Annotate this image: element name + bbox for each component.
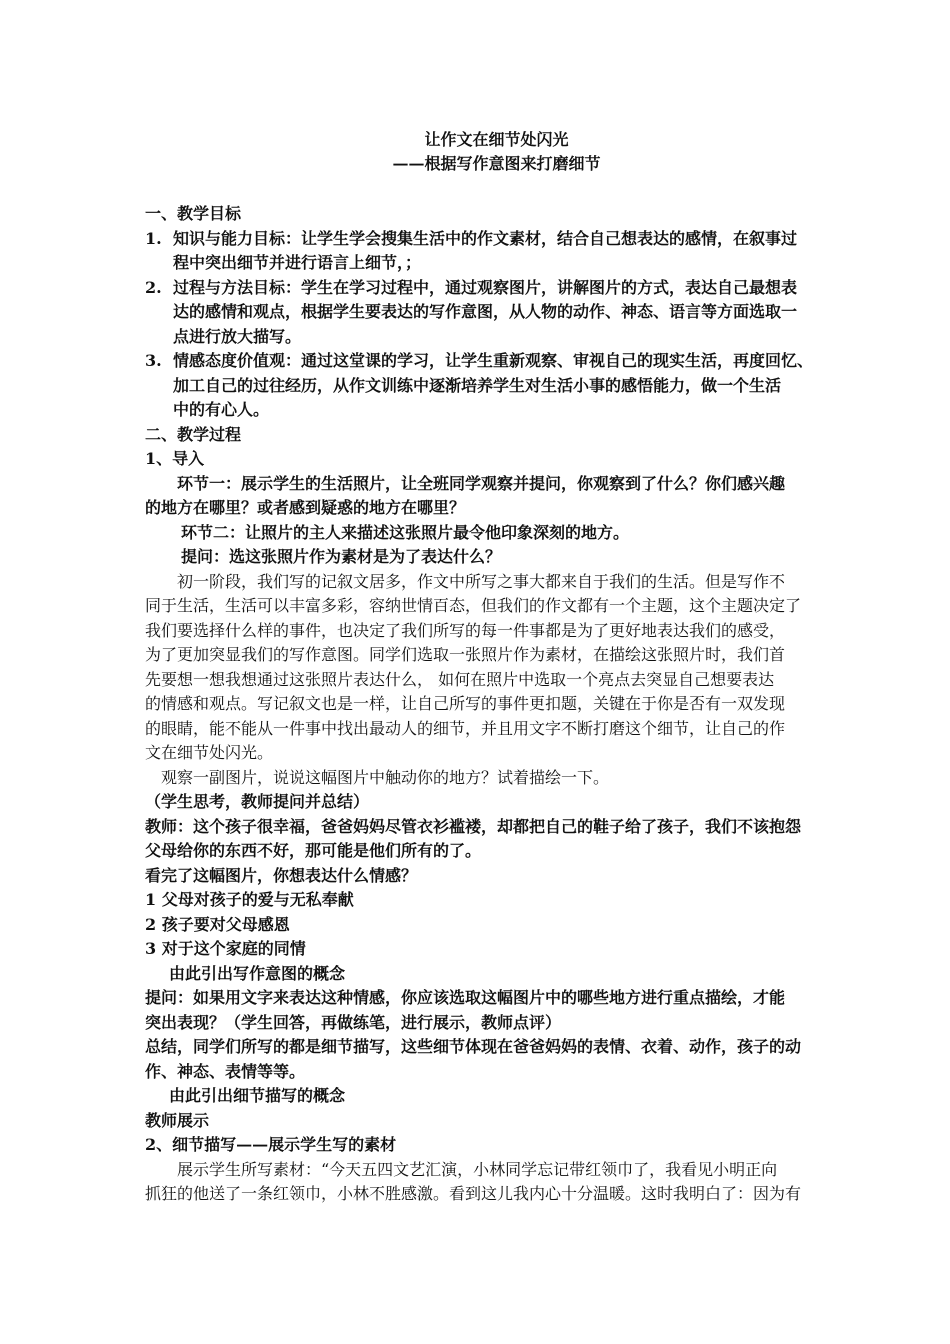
concept-line: 由此引出写作意图的概念 (169, 963, 346, 983)
paragraph-line: 抓狂的他送了一条红领巾，小林不胜感激。看到这儿我内心十分温暖。这时我明白了：因为有 (145, 1184, 802, 1203)
goal-text-line: 达的感情和观点，根据学生要表达的写作意图，从人物的动作、神态、语言等方面选取一 (173, 302, 798, 321)
goal-text-line: 程中突出细节并进行语言上细节，； (173, 253, 422, 272)
question-line: 突出表现？（学生回答，再做练笔，进行展示，教师点评） (145, 1012, 562, 1032)
answer-item: 3 对于这个家庭的同情 (145, 939, 306, 958)
paragraph-line: 我们要选择什么样的事件，也决定了我们所写的每一件事都是为了更好地表达我们的感受， (145, 620, 786, 640)
student-think-line: （学生思考，教师提问并总结） (145, 792, 370, 811)
goal-text-line: 过程与方法目标：学生在学习过程中，通过观察图片，讲解图片的方式，表达自己最想表 (173, 277, 798, 297)
link1-line: 的地方在哪里？或者感到疑惑的地方在哪里？ (145, 498, 466, 517)
paragraph-line: 文在细节处闪光。 (145, 743, 274, 762)
summary-line: 总结，同学们所写的都是细节描写，这些细节体现在爸爸妈妈的表情、衣着、动作，孩子的动 (145, 1037, 802, 1056)
link1-line: 环节一：展示学生的生活照片，让全班同学观察并提问，你观察到了什么？你们感兴趣 (177, 473, 786, 493)
observe-line: 观察一副图片，说说这幅图片中触动你的地方？试着描绘一下。 (161, 767, 610, 787)
paragraph-line: 为了更加突显我们的写作意图。同学们选取一张照片作为素材，在描绘这张照片时，我们首 (145, 645, 786, 664)
goal-number: 2. (145, 277, 162, 297)
goal-number: 3. (145, 351, 162, 370)
teacher-line: 教师：这个孩子很幸福，爸爸妈妈尽管衣衫褴褛，却都把自己的鞋子给了孩子，我们不该抱怨 (145, 816, 802, 836)
goal-item-2 (145, 276, 810, 350)
question-line: 提问：如果用文字来表达这种情感，你应该选取这幅图片中的哪些地方进行重点描绘，才能 (145, 988, 786, 1007)
goal-item-3 (145, 349, 814, 423)
paragraph-line: 的眼睛，能不能从一件事中找出最动人的细节，并且用文字不断打磨这个细节，让自己的作 (145, 718, 786, 738)
answer-item: 1 父母对孩子的爱与无私奉献 (145, 890, 354, 909)
subsection-detail: 2、细节描写——展示学生写的素材 (145, 1135, 397, 1154)
question-line: 提问：选这张照片作为素材是为了表达什么？ (181, 547, 502, 566)
paragraph-line: 初一阶段，我们写的记叙文居多，作文中所写之事大都来自于我们的生活。但是写作不 (177, 571, 786, 591)
material-paragraph (145, 1158, 810, 1207)
paragraph-line: 先要想一想我想通过这张照片表达什么， 如何在照片中选取一个亮点去突显自己想要表达 (145, 669, 775, 689)
teacher-line: 父母给你的东西不好，那可能是他们所有的了。 (145, 841, 482, 860)
summary-line: 作、神态、表情等等。 (145, 1061, 306, 1081)
body-paragraph (145, 570, 810, 766)
goal-text-line: 情感态度价值观：通过这堂课的学习，让学生重新观察、审视自己的现实生活，再度回忆、 (173, 351, 814, 370)
goal-text-line: 知识与能力目标：让学生学会搜集生活中的作文素材，结合自己想表达的感情，在叙事过 (173, 228, 798, 248)
paragraph-line: 展示学生所写素材：“今天五四文艺汇演，小林同学忘记带红领巾了，我看见小明正向 (177, 1159, 778, 1179)
document-title: 让作文在细节处闪光 (424, 130, 569, 149)
section-heading-goals: 一、教学目标 (145, 204, 242, 223)
document-subtitle: ——根据写作意图来打磨细节 (392, 154, 601, 173)
section-heading-process: 二、教学过程 (145, 424, 242, 444)
paragraph-line: 的情感和观点。写记叙文也是一样，让自己所写的事件更扣题，关键在于你是否有一双发现 (145, 694, 786, 713)
concept-line: 由此引出细节描写的概念 (169, 1086, 346, 1105)
question-line: 看完了这幅图片，你想表达什么情感？ (145, 865, 418, 885)
goal-text-line: 点进行放大描写。 (173, 326, 302, 346)
goal-number: 1. (145, 228, 162, 248)
goal-item-1 (145, 227, 810, 276)
answer-item: 2 孩子要对父母感恩 (145, 914, 290, 934)
link2-line: 环节二：让照片的主人来描述这张照片最令他印象深刻的地方。 (181, 522, 630, 542)
goal-text-line: 加工自己的过往经历，从作文训练中逐渐培养学生对生活小事的感悟能力，做一个生活 (173, 375, 782, 395)
goal-text-line: 中的有心人。 (173, 400, 270, 419)
teacher-show-line: 教师展示 (145, 1110, 210, 1130)
paragraph-line: 同于生活，生活可以丰富多彩，容纳世情百态，但我们的作文都有一个主题，这个主题决定了 (145, 596, 802, 615)
subsection-intro: 1、导入 (145, 449, 205, 468)
